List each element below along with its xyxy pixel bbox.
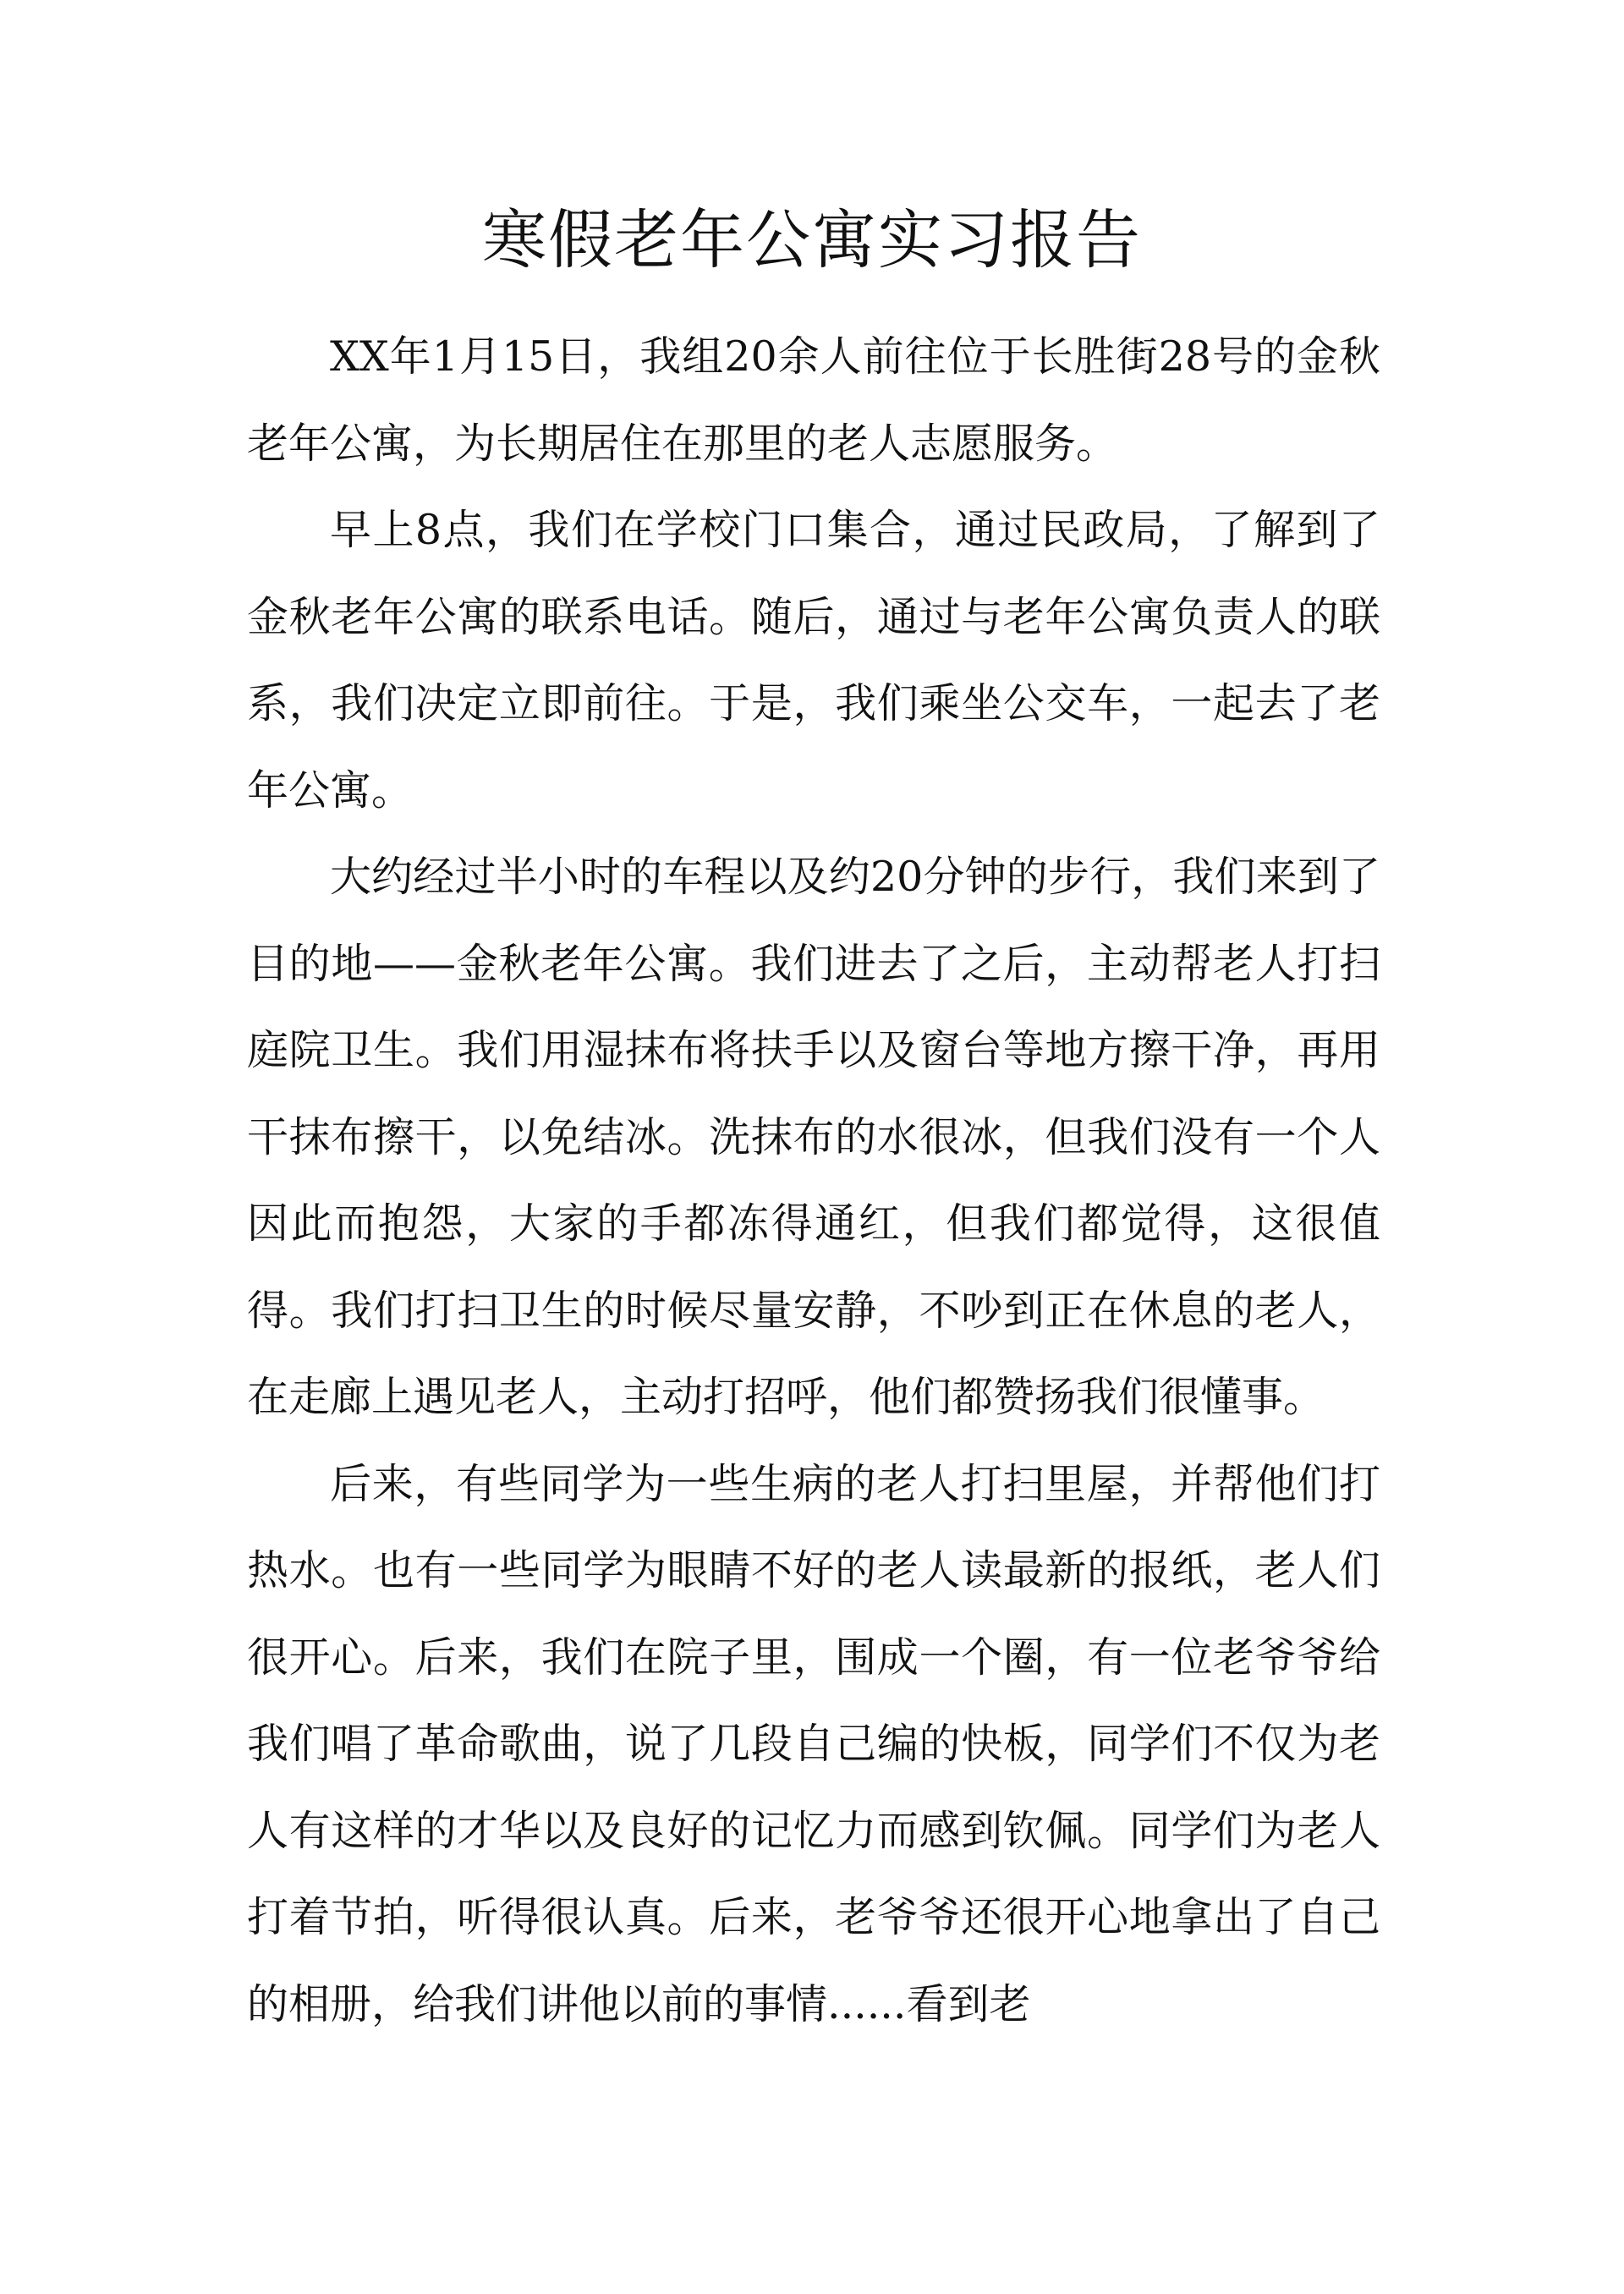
paragraph: XX年1月15日，我组20余人前往位于长胜街28号的金秋老年公寓，为长期居住在那里的老人志愿服务。 — [247, 332, 1380, 468]
paragraph: 大约经过半小时的车程以及约20分钟的步行，我们来到了目的地——金秋老年公寓。我们进去了之后，主动帮老人打扫庭院卫生。我们用湿抹布将扶手以及窗台等地方擦干净，再用干抹布擦干，以免结冰。洗抹布的水很冰，但我们没有一个人因此而抱怨，大家的手都冻得通红，但我们都觉得，这很值得。我们打扫卫生的时候尽量安静，不吵到正在休息的老人，在走廊上遇见老人，主动打招呼，他们都赞扬我们很懂事。 — [247, 853, 1380, 1421]
paragraph: 早上8点，我们在学校门口集合，通过民政局，了解到了金秋老年公寓的联系电话。随后，通过与老年公寓负责人的联系，我们决定立即前往。于是，我们乘坐公交车，一起去了老年公寓。 — [247, 506, 1380, 815]
document-body — [247, 314, 1380, 2048]
paragraph: 后来，有些同学为一些生病的老人打扫里屋，并帮他们打热水。也有一些同学为眼睛不好的老人读最新的报纸，老人们很开心。后来，我们在院子里，围成一个圈，有一位老爷爷给我们唱了革命歌曲，说了几段自己编的快板，同学们不仅为老人有这样的才华以及良好的记忆力而感到钦佩。同学们为老人打着节拍，听得很认真。后来，老爷爷还很开心地拿出了自己的相册，给我们讲他以前的事情......看到老 — [247, 1459, 1380, 2028]
document-title: 寒假老年公寓实习报告 — [482, 202, 1142, 277]
